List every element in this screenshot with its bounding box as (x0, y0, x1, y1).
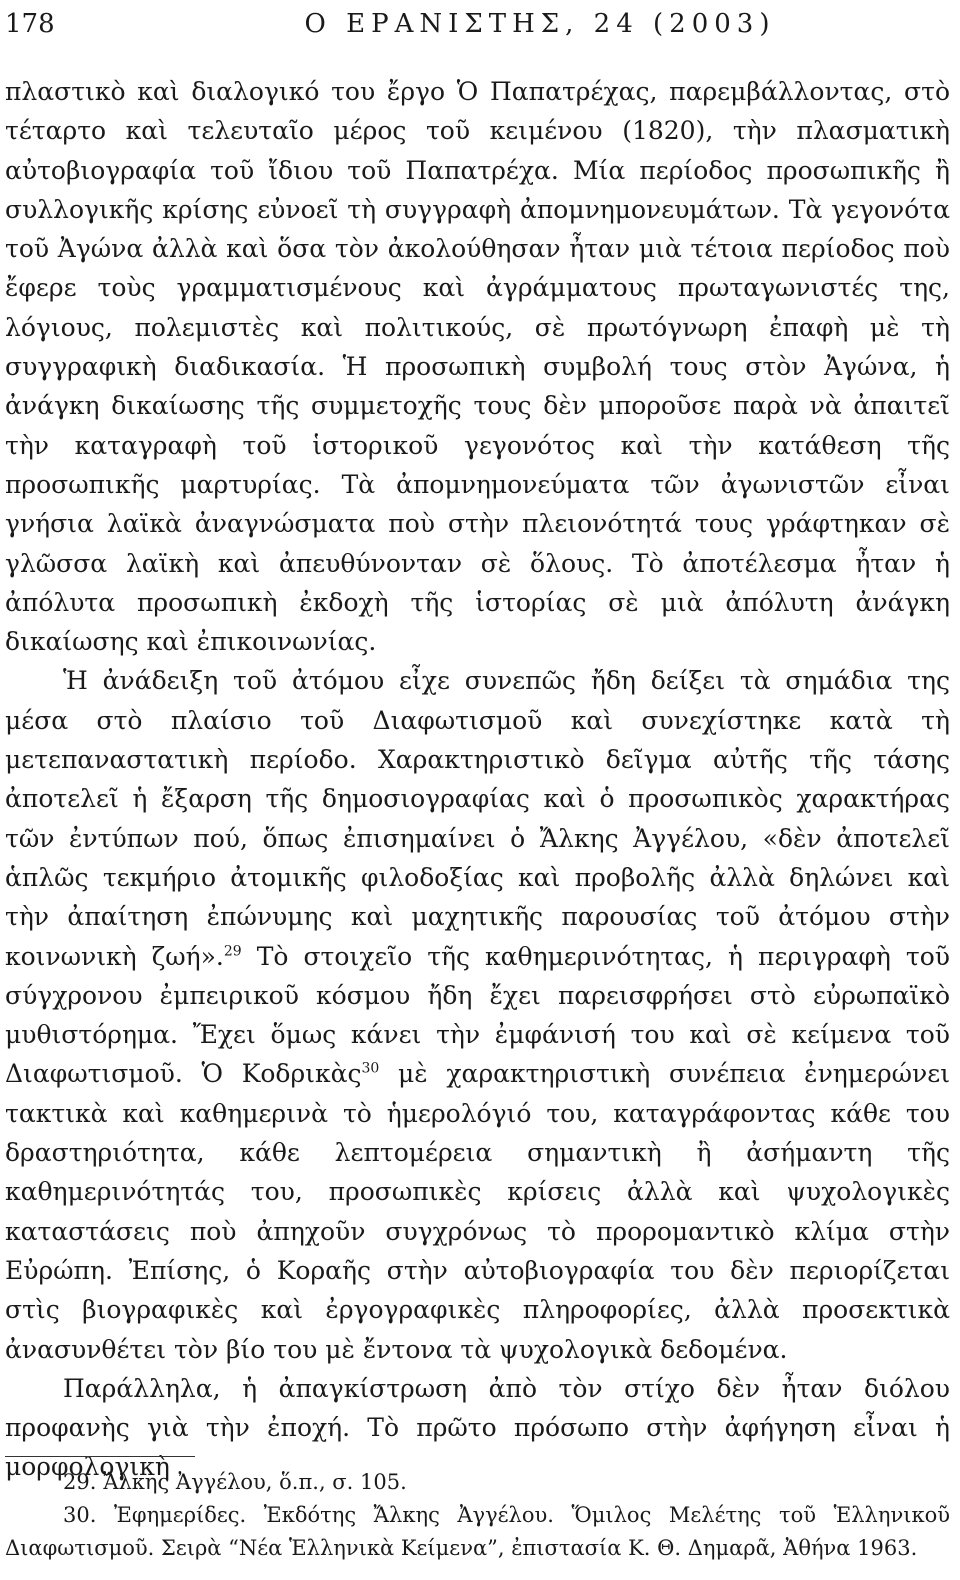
footnote-divider (5, 1456, 195, 1457)
page-number: 178 (5, 9, 55, 39)
footnotes (5, 1466, 950, 1565)
paragraph-1: πλαστικὸ καὶ διαλογικό του ἔργο Ὁ Παπατρέχας, παρεμβάλλοντας, στὸ τέταρτο καὶ τελευταῖο μέρος τοῦ κειμένου (1820), τὴν πλασματικὴ αὐτοβιογραφία τοῦ ἴδιου τοῦ Παπατρέχα. Μία περίοδος προσωπικῆς ἢ συλλογικῆς κρίσης εὐνοεῖ τὴ συγγραφὴ ἀπομνημονευμάτων. Τὰ γεγονότα τοῦ Ἀγώνα ἀλλὰ καὶ ὅσα τὸν ἀκολούθησαν ἦταν μιὰ τέτοια περίοδος ποὺ ἔφερε τοὺς γραμματισμένους καὶ ἀγράμματους πρωταγωνιστές της, λόγιους, πολεμιστὲς καὶ πολιτικούς, σὲ πρωτόγνωρη ἐπαφὴ μὲ τὴ συγγραφικὴ διαδικασία. Ἡ προσωπικὴ συμβολή τους στὸν Ἀγώνα, ἡ ἀνάγκη δικαίωσης τῆς συμμετοχῆς τους δὲν μποροῦσε παρὰ νὰ ἀπαιτεῖ τὴν καταγραφὴ τοῦ ἱστορικοῦ γεγονότος καὶ τὴν κατάθεση τῆς προσωπικῆς μαρτυρίας. Τὰ ἀπομνημονεύματα τῶν ἀγωνιστῶν εἶναι γνήσια λαϊκὰ ἀναγνώσματα ποὺ στὴν πλειονότητά τους γράφτηκαν σὲ γλῶσσα λαϊκὴ καὶ ἀπευθύνονταν σὲ ὅλους. Τὸ ἀποτέλεσμα ἦταν ἡ ἀπόλυτα προσωπικὴ ἐκδοχὴ τῆς ἱστορίας σὲ μιὰ ἀπόλυτη ἀνάγκη δικαίωσης καὶ ἐπικοινωνίας. (5, 77, 950, 657)
journal-title: Ο ΕΡΑΝΙΣΤΗΣ, 24 (2003) (304, 9, 776, 39)
footnote-ref-30[interactable]: 30 (361, 1061, 380, 1078)
footnote-29: 29. Ἄλκης Ἀγγέλου, ὅ.π., σ. 105. (63, 1470, 407, 1494)
paragraph-2-part-b: Τὸ στοιχεῖο τῆς καθημερινότητας, ἡ περιγραφὴ τοῦ σύγχρονου ἐμπειρικοῦ κόσμου ἤδη ἔχει παρεισφρήσει στὸ εὐρωπαϊκὸ μυθιστόρημα. Ἔχει ὅμως κάνει τὴν ἐμφάνισή του καὶ σὲ κείμενα τοῦ Διαφωτισμοῦ. Ὁ Κοδρικὰς (5, 941, 950, 1089)
running-head (0, 4, 960, 44)
footnote-ref-29[interactable]: 29 (223, 943, 242, 960)
paragraph-2-part-a: Ἡ ἀνάδειξη τοῦ ἀτόμου εἶχε συνεπῶς ἤδη δείξει τὰ σημάδια της μέσα στὸ πλαίσιο τοῦ Διαφωτισμοῦ καὶ συνεχίστηκε κατὰ τὴ μετεπαναστατικὴ περίοδο. Χαρακτηριστικὸ δεῖγμα αὐτῆς τῆς τάσης ἀποτελεῖ ἡ ἔξαρση τῆς δημοσιογραφίας καὶ ὁ προσωπικὸς χαρακτήρας τῶν ἐντύπων πού, ὅπως ἐπισημαίνει ὁ Ἄλκης Ἀγγέλου, «δὲν ἀποτελεῖ ἁπλῶς τεκμήριο ἀτομικῆς φιλοδοξίας καὶ προβολῆς ἀλλὰ δηλώνει καὶ τὴν ἀπαίτηση ἐπώνυμης καὶ μαχητικῆς παρουσίας τοῦ ἀτόμου στὴν κοινωνικὴ ζωή». (5, 666, 950, 971)
paragraph-3: Παράλληλα, ἡ ἀπαγκίστρωση ἀπὸ τὸν στίχο δὲν ἦταν διόλου προφανὴς γιὰ τὴν ἐποχή. Τὸ πρῶτο πρόσωπο στὴν ἀφήγηση εἶναι ἡ μορφολογικὴ (5, 1373, 950, 1482)
paragraph-2-part-c: μὲ χαρακτηριστικὴ συνέπεια ἐνημερώνει τακτικὰ καὶ καθημερινὰ τὸ ἡμερολόγιό του, καταγράφοντας κάθε του δραστηριότητα, κάθε λεπτομέρεια σημαντικὴ ἢ ἀσήμαντη τῆς καθημερινότητάς του, προσωπικὲς κρίσεις ἀλλὰ καὶ ψυχολογικὲς καταστάσεις ποὺ ἀπηχοῦν συγχρόνως τὸ προρομαντικὸ κλίμα στὴν Εὐρώπη. Ἐπίσης, ὁ Κοραῆς στὴν αὐτοβιογραφία του δὲν περιορίζεται στὶς βιογραφικὲς καὶ ἐργογραφικὲς πληροφορίες, ἀλλὰ προσεκτικὰ ἀνασυνθέτει τὸν βίο του μὲ ἔντονα τὰ ψυχολογικὰ δεδομένα. (5, 1059, 950, 1364)
footnote-30: 30. Ἐφημερίδες. Ἐκδότης Ἄλκης Ἀγγέλου. Ὅμιλος Μελέτης τοῦ Ἑλληνικοῦ Διαφωτισμοῦ. Σειρὰ “Νέα Ἑλληνικὰ Κείμενα”, ἐπιστασία Κ. Θ. Δημαρᾶ, Ἀθήνα 1963. (5, 1503, 950, 1560)
paragraph-2 (5, 661, 950, 1368)
body-text (5, 72, 950, 1487)
